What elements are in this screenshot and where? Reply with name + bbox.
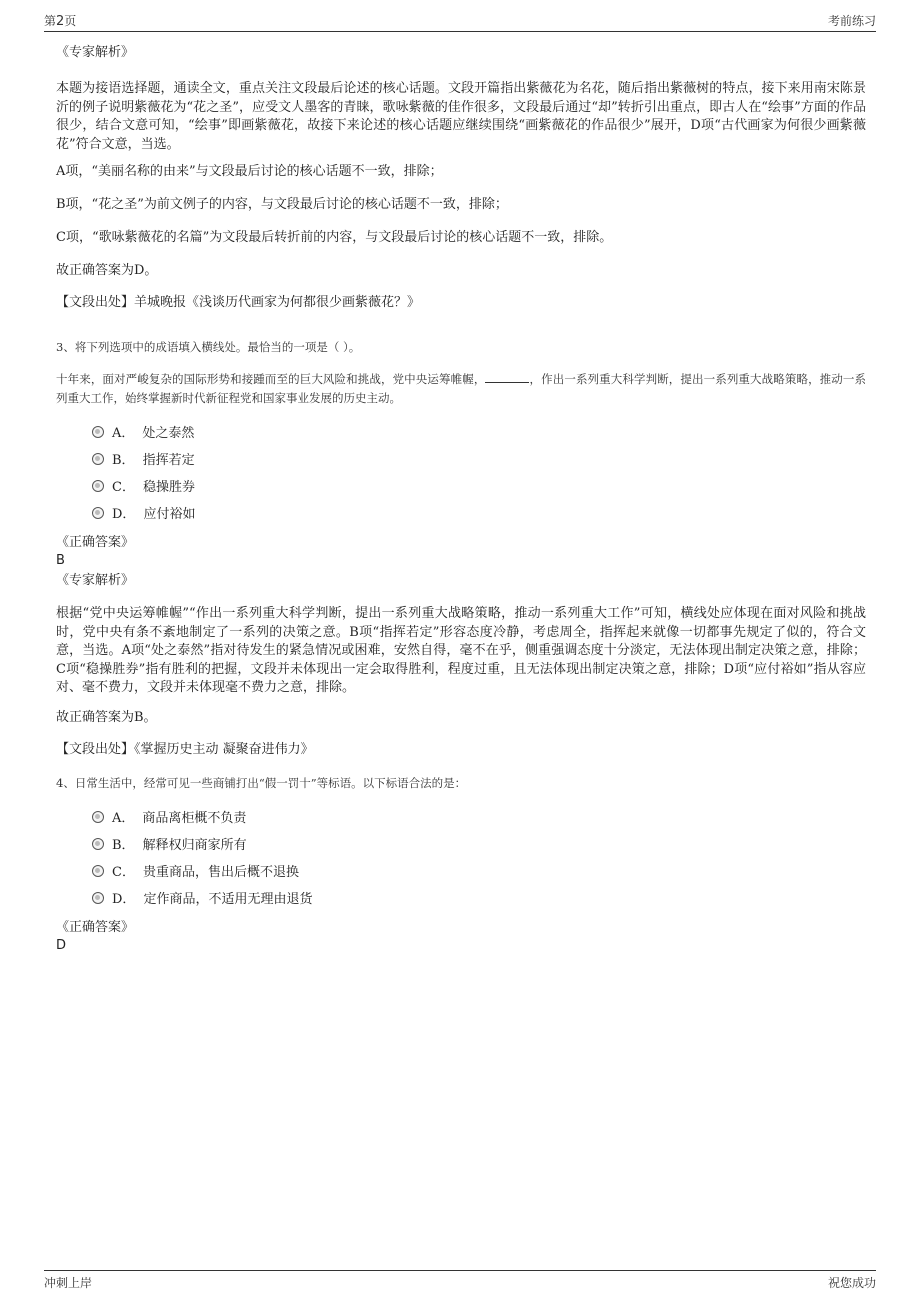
passage-source: 【文段出处】《掌握历史主动 凝聚奋进伟力》 (56, 742, 314, 757)
option-b[interactable]: B． 指挥若定 (92, 452, 195, 470)
correct-answer-title: 《正确答案》 (56, 535, 135, 550)
radio-icon[interactable] (92, 865, 104, 877)
option-a[interactable]: A． 处之泰然 (92, 425, 194, 443)
correct-answer-value: D (56, 938, 67, 953)
analysis-option-a: A项，“美丽名称的由来”与文段最后讨论的核心话题不一致，排除； (56, 164, 443, 179)
radio-icon[interactable] (92, 811, 104, 823)
radio-icon[interactable] (92, 426, 104, 438)
expert-analysis-text: 本题为接语选择题，通读全文，重点关注文段最后论述的核心话题。文段开篇指出紫薇花为名花，随后指出紫薇树的特点，接下来用南宋陈景沂的例子说明紫薇花为“花之圣”，应受文人墨客的青睐，歌咏紫薇的佳作很多，文段最后通过“却”转折引出重点，即古人在“绘事”方面的作品很少，结合文意可知，“绘事”即画紫薇花，故接下来论述的核心话题应继续围绕“画紫薇花的作品很少”展开，D项“古代画家为何很少画紫薇花”符合文意，当选。 (56, 81, 866, 152)
page-footer (44, 1270, 876, 1290)
expert-analysis-title: 《专家解析》 (56, 573, 135, 588)
expert-analysis-title: 《专家解析》 (56, 45, 135, 60)
question-3-stem: 3、将下列选项中的成语填入横线处。最恰当的一项是（ ）。 (56, 340, 361, 354)
radio-icon[interactable] (92, 480, 104, 492)
radio-icon[interactable] (92, 892, 104, 904)
header-title: 考前练习 (827, 14, 876, 28)
option-b[interactable]: B． 解释权归商家所有 (92, 837, 247, 855)
correct-answer-title: 《正确答案》 (56, 920, 135, 935)
radio-icon[interactable] (92, 838, 104, 850)
answer-conclusion: 故正确答案为B。 (56, 710, 157, 725)
option-a[interactable]: A． 商品离柜概不负责 (92, 810, 246, 828)
footer-right-text: 祝您成功 (827, 1276, 876, 1290)
expert-analysis-text: 根据“党中央运筹帷幄”“作出一系列重大科学判断，提出一系列重大战略策略，推动一系列重大工作”可知，横线处应体现在面对风险和挑战时，党中央有条不紊地制定了一系列的决策之意。B项“指挥若定”形容态度冷静，考虑周全，指挥起来就像一切都事先规定了似的，符合文意，当选。A项“处之泰然”指对待发生的紧急情况或困难，安然自得，毫不在乎，侧重强调态度十分淡定，无法体现出制定决策之意，排除；C项“稳操胜券”指有胜利的把握，文段并未体现出一定会取得胜利，程度过重，且无法体现出制定决策之意，排除；D项“应付裕如”指从容应对、毫不费力，文段并未体现毫不费力之意，排除。 (56, 606, 866, 695)
question-4-stem: 4、日常生活中，经常可见一些商铺打出“假一罚十”等标语。以下标语合法的是： (56, 776, 467, 790)
passage-source: 【文段出处】羊城晚报《浅谈历代画家为何都很少画紫薇花？》 (56, 295, 421, 310)
analysis-option-b: B项，“花之圣”为前文例子的内容，与文段最后讨论的核心话题不一致，排除； (56, 197, 508, 212)
option-d[interactable]: D． 定作商品，不适用无理由退货 (92, 891, 312, 909)
radio-icon[interactable] (92, 453, 104, 465)
fill-blank (485, 372, 529, 383)
question-3-passage: 十年来，面对严峻复杂的国际形势和接踵而至的巨大风险和挑战，党中央运筹帷幄， ，作出一系列重大科学判断，提出一系列重大战略策略，推动一系列重大工作，始终掌握新时代新征程党和国家事业发展的历史主动。 (56, 372, 866, 405)
page-number: 第2页 (44, 14, 77, 29)
option-c[interactable]: C． 贵重商品，售出后概不退换 (92, 864, 299, 882)
footer-left-text: 冲刺上岸 (44, 1276, 93, 1290)
analysis-option-c: C项，“歌咏紫薇花的名篇”为文段最后转折前的内容，与文段最后讨论的核心话题不一致，排除。 (56, 230, 613, 245)
option-c[interactable]: C． 稳操胜券 (92, 479, 195, 497)
page-header (44, 12, 876, 32)
option-d[interactable]: D． 应付裕如 (92, 506, 195, 524)
radio-icon[interactable] (92, 507, 104, 519)
correct-answer-value: B (56, 553, 65, 568)
answer-conclusion: 故正确答案为D。 (56, 263, 158, 278)
